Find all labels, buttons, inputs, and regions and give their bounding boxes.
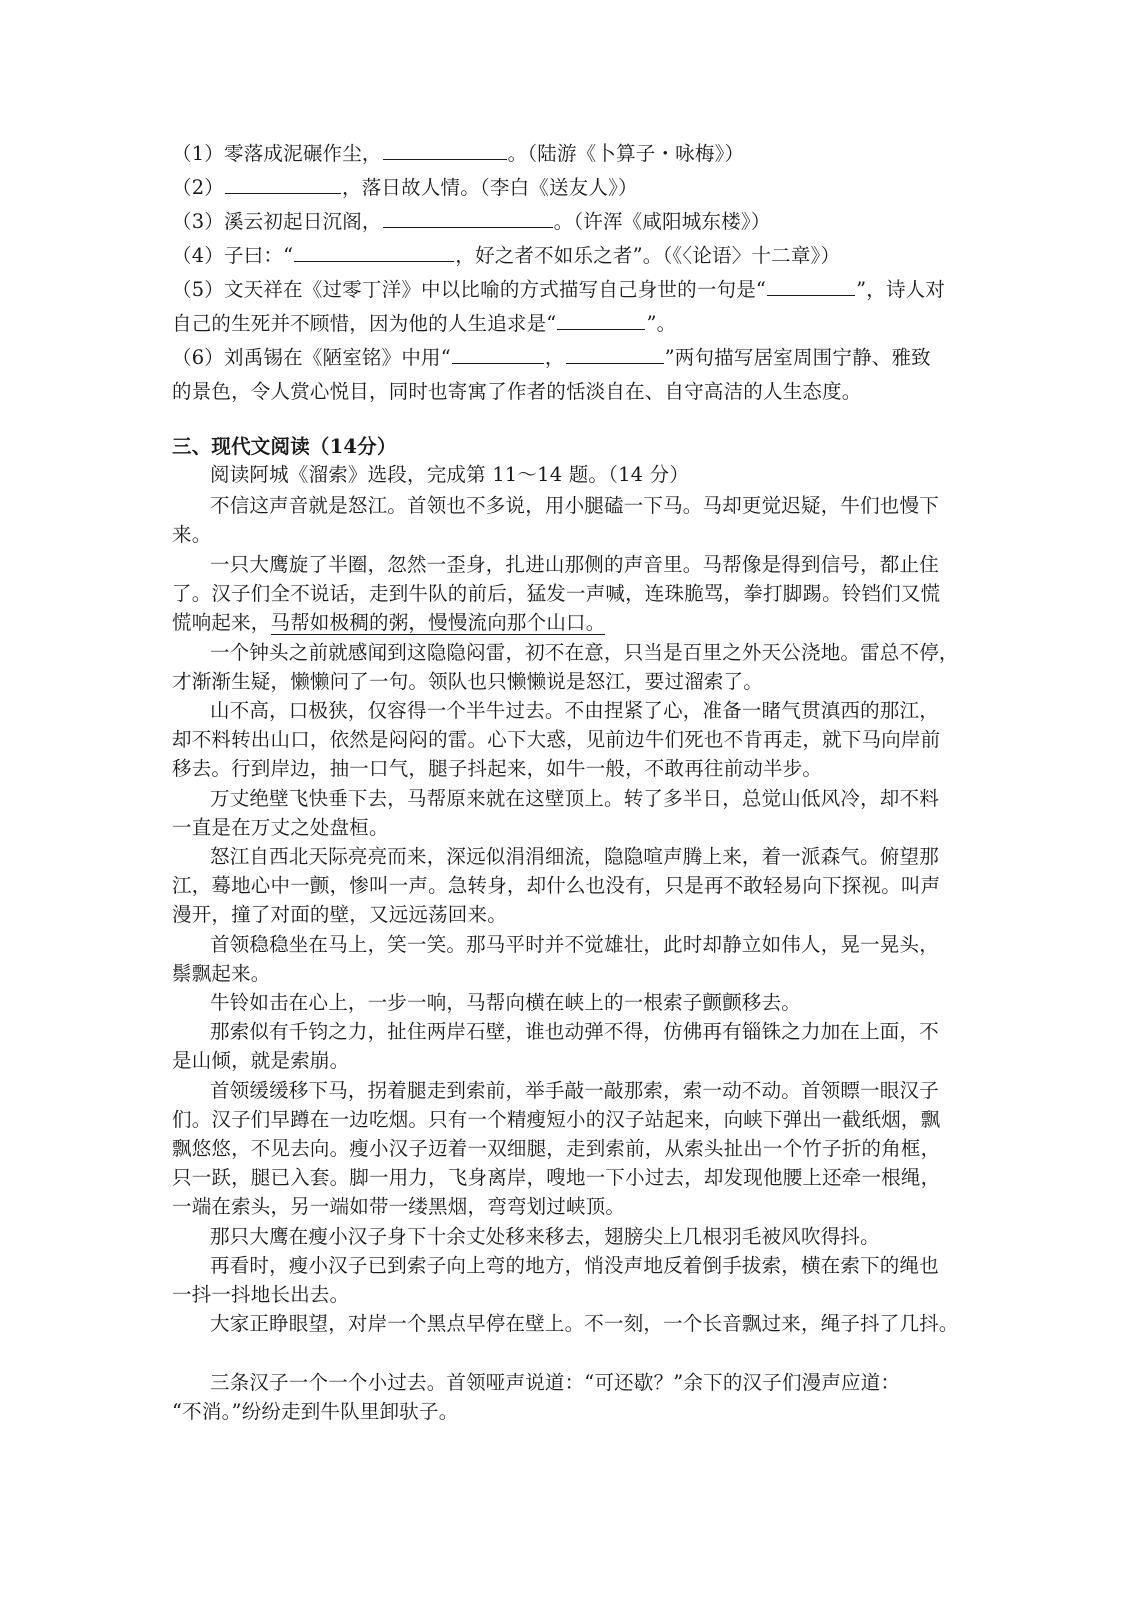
passage-line: 那只大鹰在瘦小汉子身下十余丈处移来移去，翅膀尖上几根羽毛被风吹得抖。 [210,1225,880,1248]
question-2: （2） ，落日故人情。（李白《送友人》） [172,176,638,199]
passage-line: 山不高，口极狭，仅容得一个半牛过去。不由捏紧了心，准备一睹气贯滇西的那江， [210,699,939,722]
question-4: （4）子曰：“ ，好之者不如乐之者”。（《〈论语〉十二章》） [172,244,841,267]
answer-blank[interactable] [452,345,544,364]
passage-line: 首领缓缓移下马，拐着腿走到索前，举手敲一敲那索，索一动不动。首领瞟一眼汉子 [210,1079,939,1102]
question-5: （5）文天祥在《过零丁洋》中以比喻的方式描写自己身世的一句是“ ”，诗人对 [172,278,946,301]
answer-blank[interactable] [566,345,664,364]
passage-line: 来。 [172,523,212,546]
passage-line: 是山倾，就是索崩。 [172,1049,350,1072]
passage-line: 却不料转出山口，依然是闷闷的雷。心下大惑，见前边牛们死也不肯再走，就下马向岸前 [172,728,941,751]
answer-blank[interactable] [767,277,855,296]
passage-line: 再看时，瘦小汉子已到索子向上弯的地方，悄没声地反着倒手拔索，横在索下的绳也 [210,1254,939,1277]
passage-line: 那索似有千钧之力，扯住两岸石壁，谁也动弹不得，仿佛再有锱铢之力加在上面，不 [210,1020,939,1043]
passage-line: 三条汉子一个一个小过去。首领哑声说道：“可还歇？”余下的汉子们漫声应道： [210,1371,901,1394]
passage-line: 漫开，撞了对面的壁，又远远荡回来。 [172,903,507,926]
passage-line: 一端在索头，另一端如带一缕黑烟，弯弯划过峡顶。 [172,1195,626,1218]
question-3: （3）溪云初起日沉阁， 。（许浑《咸阳城东楼》） [172,210,771,233]
underlined-sentence: 马帮如极稠的粥，慢慢流向那个山口。 [270,611,606,634]
question-6-cont: 的景色，令人赏心悦目，同时也寄寓了作者的恬淡自在、自守高洁的人生态度。 [172,380,862,403]
passage-line: 万丈绝壁飞快垂下去，马帮原来就在这壁顶上。转了多半日，总觉山低风冷，却不料 [210,787,939,810]
passage-line: 们。汉子们早蹲在一边吃烟。只有一个精瘦短小的汉子站起来，向峡下弹出一截纸烟，飘 [172,1108,941,1131]
passage-line: 牛铃如击在心上，一步一响，马帮向横在峡上的一根索子颤颤移去。 [210,991,802,1014]
answer-blank[interactable] [557,311,645,330]
section-instruction: 阅读阿城《溜索》选段，完成第 11～14 题。（14 分） [210,463,690,486]
question-1: （1）零落成泥碾作尘， 。（陆游《卜算子・咏梅》） [172,142,745,165]
passage-line: 一只大鹰旋了半圈，忽然一歪身，扎进山那侧的声音里。马帮像是得到信号，都止住 [210,553,939,576]
passage-line: 一个钟头之前就感闻到这隐隐闷雷，初不在意，只当是百里之外天公浇地。雷总不停， [210,641,959,664]
passage-line: 鬃飘起来。 [172,962,271,985]
passage-line: 首领稳稳坐在马上，笑一笑。那马平时并不觉雄壮，此时却静立如伟人，晃一晃头， [210,933,939,956]
answer-blank[interactable] [383,141,507,160]
answer-blank[interactable] [225,175,341,194]
answer-blank[interactable] [294,243,454,262]
passage-line: 才渐渐生疑，懒懒问了一句。领队也只懒懒说是怒江，要过溜索了。 [172,670,764,693]
passage-line: 只一跃，腿已入套。脚一用力，飞身离岸，嗖地一下小过去，却发现他腰上还牵一根绳， [172,1166,941,1189]
passage-line: 一直是在万丈之处盘桓。 [172,816,389,839]
question-5-cont: 自己的生死并不顾惜，因为他的人生追求是“ ”。 [172,312,677,335]
section-heading: 三、现代文阅读（14分） [172,435,397,458]
passage-line: 江，蓦地心中一颤，惨叫一声。急转身，却什么也没有，只是再不敢轻易向下探视。叫声 [172,874,941,897]
passage-line: 大家正睁眼望，对岸一个黑点早停在壁上。不一刻，一个长音飘过来，绳子抖了几抖。 [210,1312,959,1335]
passage-line: “不消。”纷纷走到牛队里卸驮子。 [172,1400,459,1423]
passage-line: 了。汉子们全不说话，走到牛队的前后，猛发一声喊，连珠脆骂，拳打脚踢。铃铛们又慌 [172,582,941,605]
passage-line: 移去。行到岸边，抽一口气，腿子抖起来，如牛一般，不敢再往前动半步。 [172,757,823,780]
passage-line: 飘悠悠，不见去向。瘦小汉子迈着一双细腿，走到索前，从索头扯出一个竹子折的角框， [172,1137,941,1160]
passage-line: 怒江自西北天际亮亮而来，深远似涓涓细流，隐隐喧声腾上来，着一派森气。俯望那 [210,845,939,868]
question-6: （6）刘禹锡在《陋室铭》中用“ ， ”两句描写居室周围宁静、雅致 [172,346,931,369]
passage-line: 一抖一抖地长出去。 [172,1283,350,1306]
passage-line: 慌响起来，马帮如极稠的粥，慢慢流向那个山口。 [172,611,606,634]
answer-blank[interactable] [383,209,553,228]
passage-line: 不信这声音就是怒江。首领也不多说，用小腿磕一下马。马却更觉迟疑，牛们也慢下 [210,494,939,517]
